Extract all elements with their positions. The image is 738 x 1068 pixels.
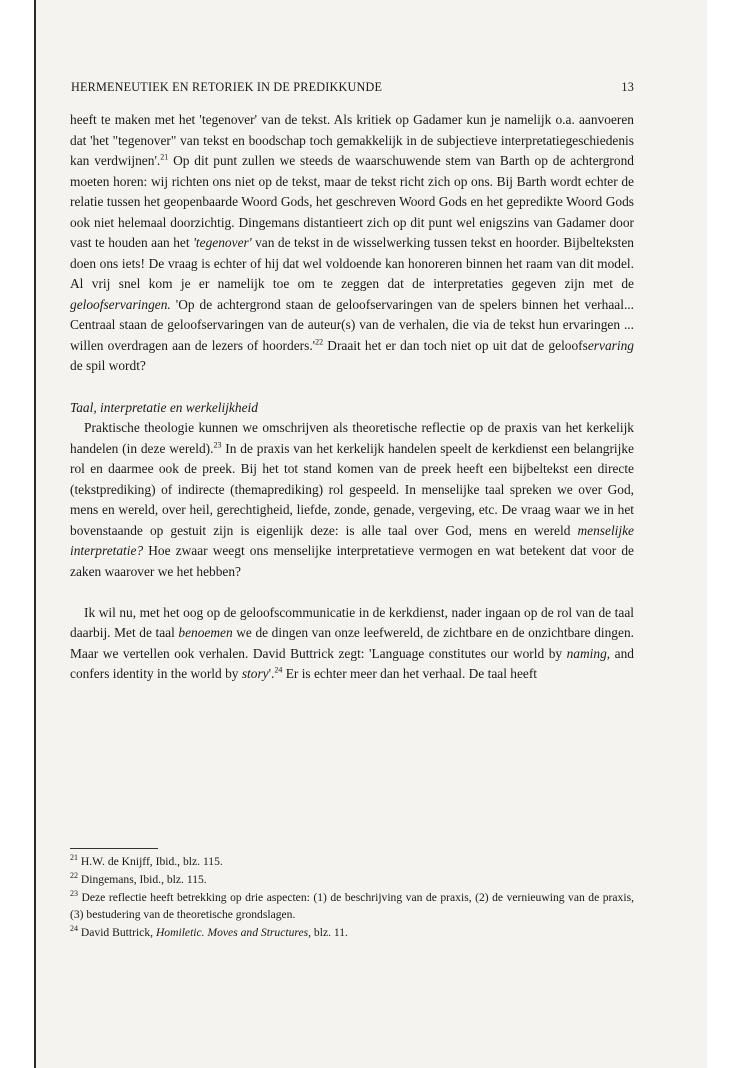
footnote-24: $^{24}$ David Buttrick, Homiletic. Moves and Structures, blz. 11. bbox=[70, 924, 348, 939]
paragraph-3: Ik wil nu, met het oog op de geloofscommunicatie in de kerkdienst, nader ingaan op de rol van de taal daarbij. Met de taal benoemen we de dingen van onze leefwereld, de zichtbare en de onzichtbare dingen. Maar we vertellen ook verhalen. David Buttrick zegt: 'Language constitutes our world by naming, and confers identity in the world by story'.$^{24}$ Er is echter meer dan het verhaal. De taal heeft bbox=[70, 604, 634, 681]
footnote-23: $^{23}$ Deze reflectie heeft betrekking op drie aspecten: (1) de beschrijving van de praxis, (2) de vernieuwing van de praxis, (3) bestudering van de theoretische grondslagen. bbox=[70, 889, 634, 921]
body-text bbox=[70, 110, 634, 685]
page-number: 13 bbox=[621, 80, 634, 94]
footnotes bbox=[70, 853, 634, 942]
footnote-divider bbox=[70, 848, 158, 849]
footnote-22: $^{22}$ Dingemans, Ibid., blz. 115. bbox=[70, 871, 207, 886]
footnote-ref-21[interactable]: 21 bbox=[160, 152, 169, 162]
footnote-ref-23[interactable]: 23 bbox=[213, 440, 222, 450]
header-title: HERMENEUTIEK EN RETORIEK IN DE PREDIKKUNDE bbox=[71, 80, 383, 94]
footnote-21: $^{21}$ H.W. de Knijff, Ibid., blz. 115. bbox=[70, 853, 223, 868]
footnote-ref-24[interactable]: 24 bbox=[274, 665, 283, 675]
section-heading: Taal, interpretatie en werkelijkheid bbox=[70, 399, 258, 415]
paragraph-1: heeft te maken met het 'tegenover' van de tekst. Als kritiek op Gadamer kun je namelijk o.a. aanvoeren dat 'het "tegenover" van tekst en boodschap toch gemakkelijk in de subjectieve interpretatiegeschiedenis kan verdwijnen'.$^{21}$ Op dit punt zullen we steeds de waarschuwende stem van Barth op de achtergrond moeten horen: wij richten ons niet op de tekst, maar de tekst richt zich op ons. Bij Barth wordt echter de relatie tussen het geopenbaarde Woord Gods, het geschreven Woord Gods en het gepredikte Woord Gods ook niet helemaal doorzichtig. Dingemans distantieert zich op dit punt wel enigszins van Gadamer door vast te houden aan het 'tegenover' van de tekst in de wisselwerking tussen tekst en hoorder. Bijbelteksten doen ons iets! De vraag is echter of hij dat wel voldoende kan honoreren binnen het raam van dit model. Al vrij snel kom je er namelijk toe om te zeggen dat de interpretaties gegeven zijn met de geloofservaringen. 'Op de achtergrond staan de geloofservaringen van de spelers binnen het verhaal... Centraal staan de geloofservaringen van de auteur(s) van de verhalen, die via de tekst hun ervaringen ... willen overdragen aan de lezers of $hoorders.'^{22}$ Draait het er dan toch niet op uit dat de geloofservaring de spil wordt? bbox=[70, 112, 634, 373]
paragraph-2: Praktische theologie kunnen we omschrijven als theoretische reflectie op de praxis van het kerkelijk handelen (in deze wereld).$^{23}$ In de praxis van het kerkelijk handelen speelt de kerkdienst een belangrijke rol en daarmee ook de preek. Bij het tot stand komen van de preek heeft een bijbeltekst een directe (tekstprediking) of indirecte (themaprediking) rol gespeeld. In menselijke taal spreken we over God, mens en wereld, over heil, gerechtigheid, liefde, zonde, genade, vergeving, etc. De vraag waar we in het bovenstaande op gestuit zijn is eigenlijk deze: is alle taal over God, mens en wereld menselijke interpretatie? Hoe zwaar weegt ons menselijke interpretatieve vermogen en wat betekent dat voor de zaken waarover we het hebben? bbox=[70, 420, 635, 579]
footnote-ref-22[interactable]: 22 bbox=[315, 337, 324, 347]
